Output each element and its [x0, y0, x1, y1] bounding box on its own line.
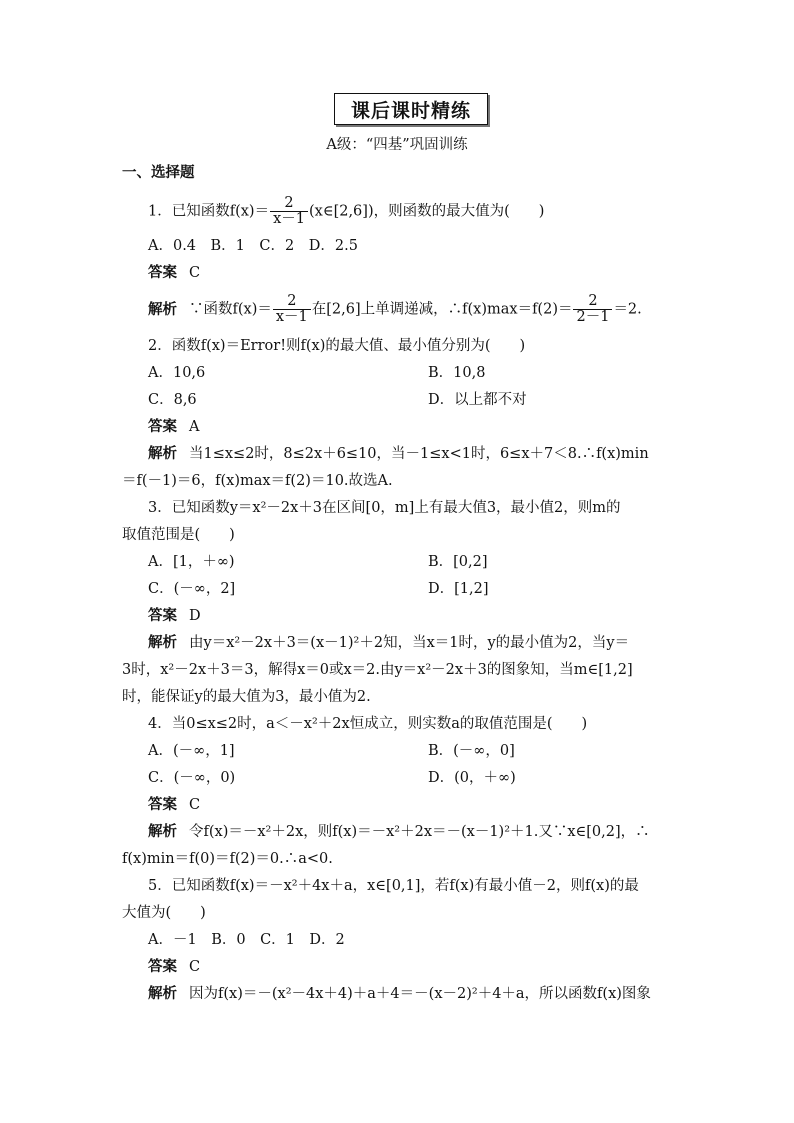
- question-3-stem-line-1: 3．已知函数y＝x²－2x＋3在区间[0，m]上有最大值3，最小值2，则m的: [148, 500, 621, 516]
- question-5-analysis-line-1: 解析 因为f(x)＝－(x²－4x＋4)＋a＋4＝－(x－2)²＋4＋a，所以函数f(x)图象: [148, 985, 651, 1002]
- fraction: $\frac{2}{x-1}$: [270, 196, 308, 227]
- question-4-analysis-line-1: 解析 令f(x)＝－x²＋2x，则f(x)＝－x²＋2x＝－(x－1)²＋1.又∵x∈[0,2]，∴: [148, 823, 650, 840]
- question-4-analysis-line-2: f(x)min＝f(0)＝f(2)＝0.∴a<0.: [122, 851, 333, 867]
- question-2-option-d: D．以上都不对: [428, 392, 527, 408]
- question-4-option-c: C．(－∞，0): [148, 770, 236, 786]
- question-3-analysis-line-1: 解析 由y＝x²－2x＋3＝(x－1)²＋2知，当x＝1时，y的最小值为2，当y＝: [148, 634, 630, 651]
- question-3-option-b: B．[0,2]: [428, 554, 488, 570]
- question-3-option-a: A．[1，＋∞): [148, 554, 235, 570]
- question-5-stem-line-1: 5．已知函数f(x)＝－x²＋4x＋a，x∈[0,1]，若f(x)有最小值－2，则f(x)的最: [148, 878, 639, 894]
- section-heading: 一、选择题: [122, 164, 195, 181]
- question-3-answer: 答案 D: [148, 607, 201, 624]
- question-2-answer: 答案 A: [148, 418, 200, 435]
- question-4-option-a: A．(－∞，1]: [148, 743, 235, 759]
- question-1-analysis: 解析 ∵函数f(x)＝ $\frac{2}{x-1}$ 在[2,6]上单调递减，∴f(x)max＝f(2)＝ $\frac{2}{2-1}$ ＝2.: [148, 293, 642, 325]
- fraction: $\frac{2}{x-1}$: [273, 294, 311, 325]
- page-title: 课后课时精练: [334, 93, 488, 125]
- question-2-option-a: A．10,6: [148, 365, 206, 381]
- question-4-stem: 4．当0≤x≤2时，a＜－x²＋2x恒成立，则实数a的取值范围是( ): [148, 716, 588, 732]
- question-3-analysis-line-3: 时，能保证y的最大值为3，最小值为2.: [122, 689, 371, 705]
- question-3-analysis-line-2: 3时，x²－2x＋3＝3，解得x＝0或x＝2.由y＝x²－2x＋3的图象知，当m∈[1,2]: [122, 662, 633, 678]
- question-5-stem-line-2: 大值为( ): [122, 905, 206, 921]
- question-3-option-c: C．(－∞，2]: [148, 581, 236, 597]
- question-3-option-d: D．[1,2]: [428, 581, 489, 597]
- fraction: $\frac{2}{2-1}$: [573, 294, 612, 325]
- question-2-stem: 2．函数f(x)＝Error!则f(x)的最大值、最小值分别为( ): [148, 338, 526, 354]
- question-2-option-c: C．8,6: [148, 392, 197, 408]
- question-5-options: A．－1 B．0 C．1 D．2: [148, 932, 345, 948]
- question-4-answer: 答案 C: [148, 796, 201, 813]
- question-3-stem-line-2: 取值范围是( ): [122, 527, 235, 543]
- question-2-analysis-line-2: ＝f(－1)＝6，f(x)max＝f(2)＝10.故选A.: [122, 473, 393, 489]
- question-2-analysis-line-1: 解析 当1≤x≤2时，8≤2x＋6≤10，当－1≤x<1时，6≤x＋7＜8.∴f(x)min: [148, 445, 649, 462]
- subtitle: A级：“四基”巩固训练: [326, 137, 468, 153]
- question-1-stem: 1．已知函数f(x)＝ $\frac{2}{x-1}$ (x∈[2,6])，则函数的最大值为( ): [148, 195, 545, 227]
- question-4-option-b: B．(－∞，0]: [428, 743, 515, 759]
- question-2-option-b: B．10,8: [428, 365, 486, 381]
- question-1-answer: 答案 C: [148, 264, 201, 281]
- question-5-answer: 答案 C: [148, 958, 201, 975]
- question-4-option-d: D．(0，＋∞): [428, 770, 516, 786]
- question-1-options: A．0.4 B．1 C．2 D．2.5: [148, 238, 358, 254]
